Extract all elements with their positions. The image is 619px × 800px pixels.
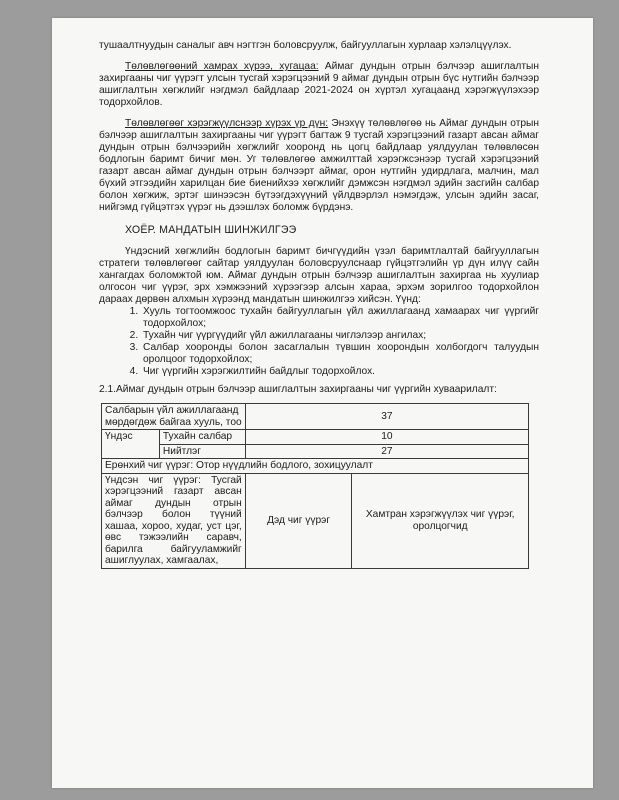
table-row <box>102 459 529 474</box>
list-item: 3. Салбар хооронды болон засаглалын түвшин хоорондын холбогдогч талуудын оролцоог тодорхойлох; <box>141 342 539 366</box>
results-body: Энэхүү төлөвлөгөө нь Аймаг дундын отрын бэлчээр ашиглалтын захиргааны чиг үүрэгт багтаж 9 тусгай хэрэгцээний газарт авсан аймаг дундын отрын бэлчээрийн хөгжлийг хооронд нь цогц байдлаар уялдуулан төлөвлөсөн бодлогын баримт бичиг мөн. Уг төлөвлөгөө амжилттай хэрэгжсэнээр тусгай хэрэгцээний газарт авсан аймаг дундын отрын бэлчээрт аймаг, орон нутгийн удирдлага, малчин, мал бүхий этгээдийн харилцан бие биенийхээ хөгжлийг дэмжсэн нэгдмэл эдийн засгийн салбар болон хөгжиж, эртэг шинээсэн бүтээгдэхүүний үйлдвэрлэл нэмэгдэж, улсын эдийн засаг, нийгэмд гүйцэтгэх үүрэг нь дээшлэх боломж бүрдэнэ. <box>99 118 539 213</box>
sub-function-header: Дэд чиг үүрэг <box>245 473 352 568</box>
mandate-steps-list <box>99 306 539 378</box>
special-law-value: 10 <box>245 430 528 445</box>
table-row <box>102 404 529 430</box>
mandate-table <box>101 403 529 569</box>
laws-count-value: 37 <box>245 404 528 430</box>
list-item: 2. Тухайн чиг үүргүүдийг үйл ажиллагааны чиглэлээр ангилах; <box>141 330 539 342</box>
shared-function-header: Хамтран хэрэгжүүлэх чиг үүрэг, оролцогчид <box>352 473 529 568</box>
paragraph-results <box>99 118 539 214</box>
overall-function: Ерөнхий чиг үүрэг: Отор нүүдлийн бодлого, зохицуулалт <box>102 459 529 474</box>
general-law-value: 27 <box>245 444 528 459</box>
main-function: Үндсэн чиг үүрэг: Тусгай хэрэгцээний газарт авсан аймаг дундын отрын бэлчээр болон түүний хашаа, хороо, худаг, уст цэг, өвс тэжээлийн саравч, барилга байгууламжийг ашиглуулах, хамгаалах, <box>102 473 246 568</box>
paragraph-continuation: тушаалтнуудын саналыг авч нэгтгэн боловсруулж, байгууллагын хурлаар хэлэлцүүлэх. <box>99 40 512 51</box>
list-item: 1. Хууль тогтоомжоос тухайн байгууллагын үйл ажиллагаанд хамаарах чиг үүргийг тодорхойлох; <box>141 306 539 330</box>
table-row <box>102 430 529 445</box>
scope-title: Төлөвлөгөөний хамрах хүрээ, хугацаа: <box>125 61 319 72</box>
table-caption: 2.1.Аймаг дундын отрын бэлчээр ашиглалтын захиргааны чиг үүргийн хуваарилалт: <box>99 384 497 395</box>
general-law-label: Нийтлэг <box>159 444 245 459</box>
results-title: Төлөвлөгөөг хэрэгжүүлснээр хүрэх үр дүн: <box>125 118 329 129</box>
list-item: 4. Чиг үүргийн хэрэгжилтийн байдлыг тодорхойлох. <box>141 366 539 378</box>
page-content <box>99 40 539 569</box>
section-intro: Үндэсний хөгжлийн бодлогын баримт бичгүүдийн үзэл баримтлалтай байгууллагын стратеги төлөвлөгөөг сайтар уялдуулан боловсруулснаар гүйцэтгэлийн үр дүн илүү сайн хангагдах боломжтой юм. Аймаг дундын отрын бэлчээр ашиглалтын захиргаа нь хуулиар олгосон чиг үүрэг, эрх хэмжээний хүрээгээр алсын хараа, эрхэм зорилгоо тодорхойлон дараах дөрвөн алхмын хүрээнд мандатын шинжилгээ хийсэн. Үүнд: <box>99 246 539 305</box>
special-law-label: Тухайн салбар <box>159 430 245 445</box>
scope-body: Аймаг дундын отрын бэлчээр ашиглалтын захиргааны чиг үүрэгт улсын тусгай хэрэгцээний 9 аймаг дундын отрын бүс нутгийн бэлчээр ашиглалтын хөгжлийг нэгдмэл байдлаар 2021-2024 он хүртэл хугацаанд хэрэгжүүлэхээр тодорхойлов. <box>99 61 539 108</box>
paragraph-scope <box>99 61 539 109</box>
section-heading: ХОЁР. МАНДАТЫН ШИНЖИЛГЭЭ <box>125 224 297 236</box>
table-row <box>102 444 529 459</box>
laws-count-label: Салбарын үйл ажиллагаанд мөрдөгдөж байгаа хууль, тоо <box>102 404 246 430</box>
basis-label: Үндэс <box>102 430 160 459</box>
table-row <box>102 473 529 568</box>
